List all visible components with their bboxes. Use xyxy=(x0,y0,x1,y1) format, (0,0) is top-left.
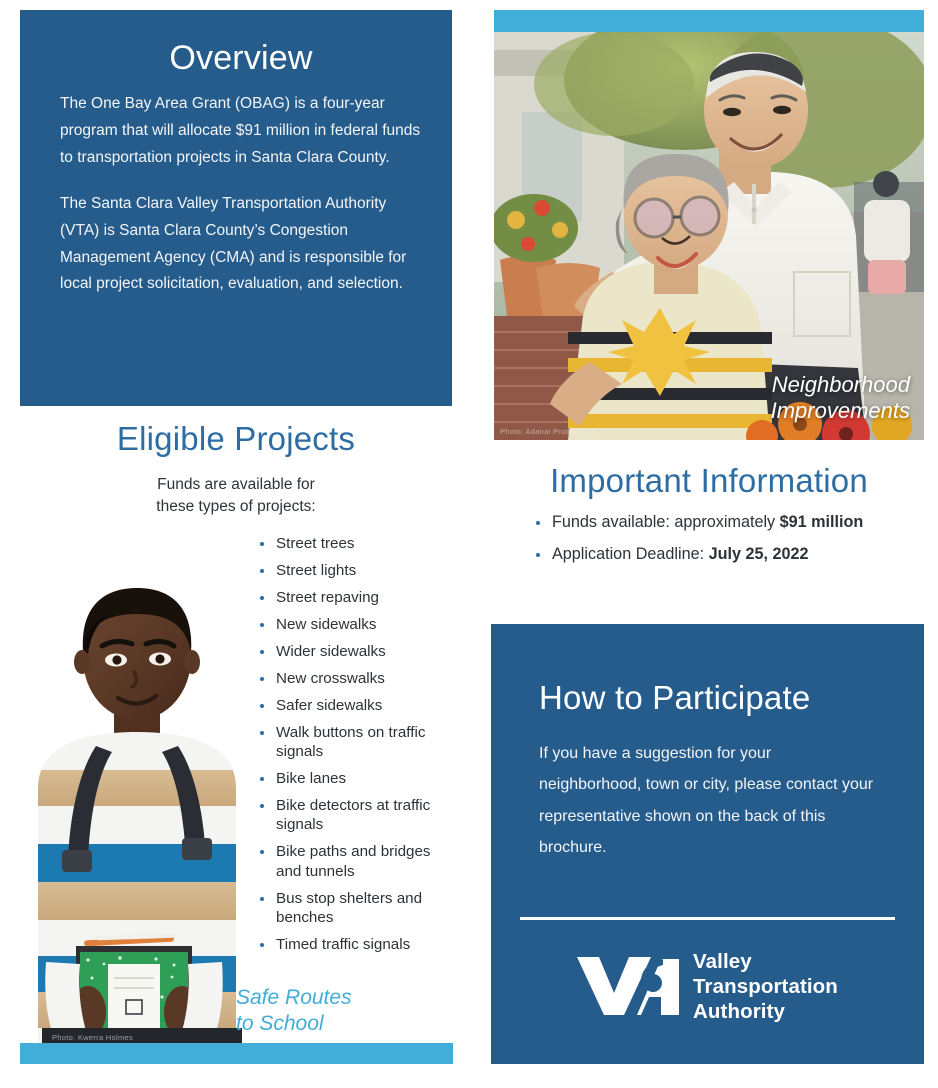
list-item: Bike paths and bridges and tunnels xyxy=(258,842,458,881)
overview-title: Overview xyxy=(169,39,313,77)
vta-wordmark xyxy=(693,949,838,1024)
deadline-label: Application Deadline: xyxy=(552,545,709,564)
divider xyxy=(520,917,895,920)
vta-va-mark-icon xyxy=(575,953,679,1015)
photo-credit-safe-routes: Photo: Kwerra Holmes xyxy=(52,1033,134,1042)
left-accent-bar xyxy=(20,1043,453,1064)
neighborhood-photo xyxy=(494,32,924,440)
list-item: Bus stop shelters and benches xyxy=(258,889,458,928)
list-item: Walk buttons on traffic signals xyxy=(258,723,458,762)
list-item: Street repaving xyxy=(258,588,458,607)
overview-panel xyxy=(20,10,452,406)
list-item: Timed traffic signals xyxy=(258,935,458,954)
vta-wordmark-line-2: Transportation xyxy=(693,975,838,998)
list-item: New crosswalks xyxy=(258,669,458,688)
how-to-participate-title: How to Participate xyxy=(539,679,811,716)
overview-paragraph-1: The One Bay Area Grant (OBAG) is a four-year program that will allocate $91 million in federal funds to transportation projects in Santa Clara County. xyxy=(60,95,421,166)
neighborhood-photo-caption: Neighborhood Improvements xyxy=(770,372,910,424)
list-item: Wider sidewalks xyxy=(258,642,458,661)
list-item: Street lights xyxy=(258,561,458,580)
safe-routes-caption: Safe Routes to School xyxy=(236,986,352,1036)
safe-routes-photo xyxy=(22,560,252,1045)
vta-wordmark-line-3: Authority xyxy=(693,1000,785,1023)
how-to-participate-panel xyxy=(491,624,924,1064)
list-item-deadline xyxy=(534,544,914,565)
schoolboy-illustration xyxy=(22,560,252,1045)
eligible-projects-title: Eligible Projects xyxy=(116,420,356,457)
right-accent-bar xyxy=(494,10,924,32)
eligible-projects-subtitle: Funds are available for these types of projects: xyxy=(156,476,316,516)
overview-paragraph-2: The Santa Clara Valley Transportation Authority (VTA) is Santa Clara County’s Congestion Management Agency (CMA) and is responsible for local project solicitation, evaluation, and selection. xyxy=(60,195,407,293)
list-item: Street trees xyxy=(258,534,458,553)
funds-label: Funds available: approximately xyxy=(552,513,780,531)
vta-mark-icon xyxy=(575,953,679,1020)
eligible-projects-list xyxy=(258,534,458,962)
funds-amount: $91 million xyxy=(779,513,864,531)
vta-wordmark-line-1: Valley xyxy=(693,950,752,973)
list-item: Bike lanes xyxy=(258,769,458,788)
list-item-funds xyxy=(534,512,914,533)
vta-logo xyxy=(575,949,838,1024)
important-information-title: Important Information xyxy=(550,462,868,499)
photo-credit-neighborhood: Photo: Adanai Productions xyxy=(500,427,596,436)
list-item: New sidewalks xyxy=(258,615,458,634)
how-to-participate-body: If you have a suggestion for your neighborhood, town or city, please contact your representative shown on the back of this brochure. xyxy=(539,745,874,856)
list-item: Safer sidewalks xyxy=(258,696,458,715)
important-information-list xyxy=(534,512,914,577)
deadline-date: July 25, 2022 xyxy=(708,545,809,564)
list-item: Bike detectors at traffic signals xyxy=(258,796,458,835)
